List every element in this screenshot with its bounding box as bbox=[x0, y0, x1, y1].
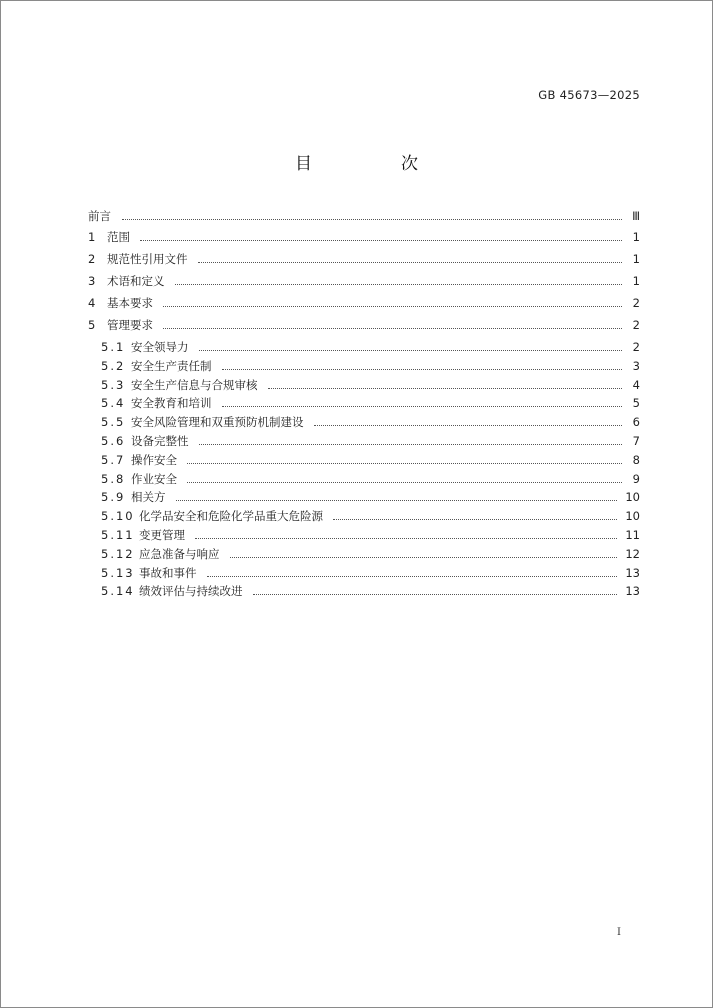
page-title: 目 次 bbox=[295, 154, 454, 174]
toc-entry-number: 5.5 bbox=[101, 415, 126, 430]
toc-entry[interactable] bbox=[88, 394, 640, 413]
toc-entry[interactable] bbox=[88, 357, 640, 376]
toc-entry-title: 绩效评估与持续改进 bbox=[139, 584, 243, 599]
toc-entry-title: 事故和事件 bbox=[139, 565, 197, 580]
toc-entry-number: 5.12 bbox=[101, 546, 135, 561]
toc-entry-title: 安全风险管理和双重预防机制建设 bbox=[131, 415, 304, 430]
toc-entry[interactable] bbox=[88, 432, 640, 451]
toc-entry[interactable] bbox=[88, 564, 640, 583]
toc-entry-page: 11 bbox=[625, 527, 640, 542]
toc-entry-title: 变更管理 bbox=[139, 527, 185, 542]
toc-leader-dots bbox=[207, 576, 618, 577]
toc-entry-title: 安全领导力 bbox=[131, 340, 189, 354]
toc-entry-title: 安全生产责任制 bbox=[131, 358, 212, 373]
toc-entry[interactable] bbox=[88, 470, 640, 489]
toc-entry[interactable] bbox=[88, 294, 640, 316]
toc-entry-page: 1 bbox=[632, 252, 640, 266]
toc-entry-page: 6 bbox=[632, 415, 640, 430]
toc-entry-number: 5.6 bbox=[101, 433, 126, 448]
toc-leader-dots bbox=[140, 240, 622, 241]
toc-leader-dots bbox=[268, 388, 623, 389]
toc-entry-page: 4 bbox=[632, 377, 640, 392]
toc-entry-number: 3 bbox=[88, 274, 98, 288]
toc-entry-page: 7 bbox=[632, 433, 640, 448]
toc-entry[interactable] bbox=[88, 228, 640, 250]
toc-entry-number: 5.14 bbox=[101, 584, 135, 599]
toc-entry-number: 2 bbox=[88, 252, 98, 266]
toc-entry-title: 化学品安全和危险化学品重大危险源 bbox=[139, 509, 323, 524]
toc-entry[interactable] bbox=[88, 272, 640, 294]
toc-entry[interactable] bbox=[88, 488, 640, 507]
toc-leader-dots bbox=[187, 482, 622, 483]
toc-entry[interactable] bbox=[88, 413, 640, 432]
toc-leader-dots bbox=[163, 328, 622, 329]
toc-entry-title: 前言 bbox=[88, 209, 111, 223]
toc-leader-dots bbox=[230, 557, 618, 558]
toc-entry-page: Ⅲ bbox=[632, 209, 640, 223]
toc-entry[interactable] bbox=[88, 451, 640, 470]
toc-entry-title: 基本要求 bbox=[107, 296, 153, 310]
toc-entry-number: 1 bbox=[88, 230, 98, 244]
toc-entry-page: 13 bbox=[625, 584, 640, 599]
toc-entry[interactable] bbox=[88, 376, 640, 395]
toc-leader-dots bbox=[253, 594, 618, 595]
toc-entry-page: 10 bbox=[625, 509, 640, 524]
toc-entry-number: 5.1 bbox=[101, 340, 126, 354]
toc-entry[interactable] bbox=[88, 338, 640, 357]
toc-entry-page: 13 bbox=[625, 565, 640, 580]
toc-entry-page: 1 bbox=[632, 274, 640, 288]
toc-entry-number: 5 bbox=[88, 318, 98, 332]
toc-entry-number: 5.8 bbox=[101, 471, 126, 486]
toc-leader-dots bbox=[333, 519, 617, 520]
toc-entry-page: 1 bbox=[632, 230, 640, 244]
toc-entry-title: 设备完整性 bbox=[131, 433, 189, 448]
toc-entry-page: 5 bbox=[632, 396, 640, 411]
toc-leader-dots bbox=[222, 369, 623, 370]
toc-entry-number: 4 bbox=[88, 296, 98, 310]
toc-entry-number: 5.4 bbox=[101, 396, 126, 411]
toc-leader-dots bbox=[187, 463, 622, 464]
page-number: I bbox=[617, 927, 621, 938]
toc-entry[interactable] bbox=[88, 545, 640, 564]
toc-entry-title: 术语和定义 bbox=[107, 274, 165, 288]
toc-leader-dots bbox=[163, 306, 622, 307]
toc-entry-number: 5.10 bbox=[101, 509, 135, 524]
toc-leader-dots bbox=[199, 444, 623, 445]
toc-leader-dots bbox=[198, 262, 623, 263]
toc-leader-dots bbox=[222, 406, 623, 407]
standard-number: GB 45673—2025 bbox=[538, 88, 640, 102]
toc-leader-dots bbox=[314, 425, 623, 426]
toc-entry-page: 12 bbox=[625, 546, 640, 561]
toc-entry-title: 作业安全 bbox=[131, 471, 177, 486]
toc-entry-title: 规范性引用文件 bbox=[107, 252, 188, 266]
toc-entry-page: 9 bbox=[632, 471, 640, 486]
toc-leader-dots bbox=[176, 500, 618, 501]
toc-entry-page: 8 bbox=[632, 452, 640, 467]
toc-entry-number: 5.7 bbox=[101, 452, 126, 467]
toc-entry-title: 相关方 bbox=[131, 490, 166, 505]
toc-leader-dots bbox=[175, 284, 623, 285]
toc-leader-dots bbox=[195, 538, 617, 539]
toc-entry[interactable] bbox=[88, 582, 640, 601]
toc-entry-page: 2 bbox=[632, 296, 640, 310]
toc-entry-title: 安全生产信息与合规审核 bbox=[131, 377, 258, 392]
toc-entry-number: 5.11 bbox=[101, 527, 135, 542]
toc-entry[interactable] bbox=[88, 207, 640, 228]
toc-leader-dots bbox=[122, 219, 622, 220]
toc-entry[interactable] bbox=[88, 250, 640, 272]
table-of-contents bbox=[88, 207, 640, 601]
toc-entry-number: 5.2 bbox=[101, 358, 126, 373]
toc-entry[interactable] bbox=[88, 507, 640, 526]
toc-entry-page: 2 bbox=[632, 340, 640, 354]
toc-entry[interactable] bbox=[88, 316, 640, 338]
toc-entry-number: 5.9 bbox=[101, 490, 126, 505]
toc-entry[interactable] bbox=[88, 526, 640, 545]
toc-entry-page: 2 bbox=[632, 318, 640, 332]
toc-leader-dots bbox=[199, 350, 623, 351]
toc-entry-title: 管理要求 bbox=[107, 318, 153, 332]
toc-entry-title: 操作安全 bbox=[131, 452, 177, 467]
toc-entry-title: 安全教育和培训 bbox=[131, 396, 212, 411]
toc-entry-page: 10 bbox=[625, 490, 640, 505]
toc-entry-page: 3 bbox=[632, 358, 640, 373]
toc-entry-title: 应急准备与响应 bbox=[139, 546, 220, 561]
toc-entry-title: 范围 bbox=[107, 230, 130, 244]
toc-entry-number: 5.3 bbox=[101, 377, 126, 392]
toc-entry-number: 5.13 bbox=[101, 565, 135, 580]
